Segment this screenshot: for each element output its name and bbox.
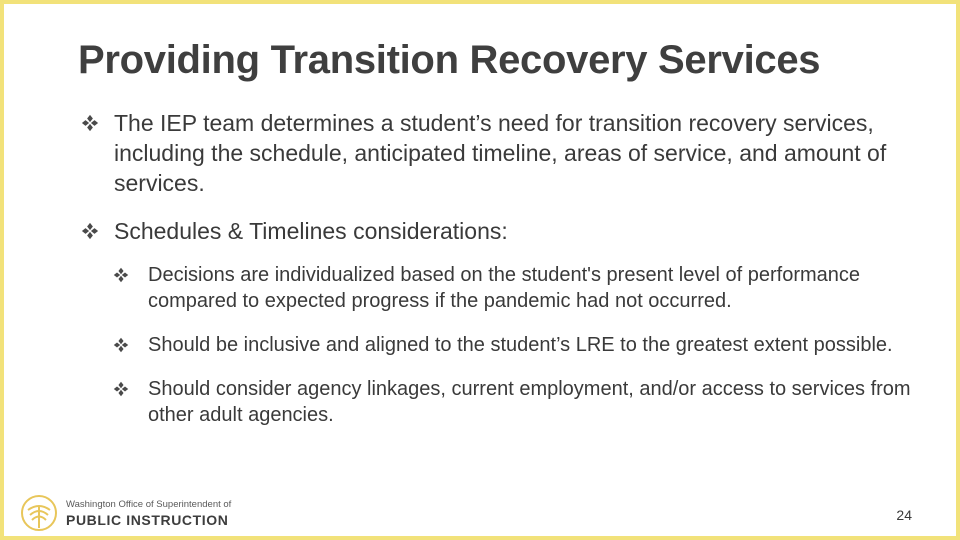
logo-top-text: Washington Office of Superintendent of xyxy=(66,499,232,510)
bullet-text: Schedules & Timelines considerations: xyxy=(114,218,508,244)
page-number: 24 xyxy=(896,507,912,523)
sub-bullet-item xyxy=(112,376,928,428)
diamond-bullet-icon xyxy=(80,108,100,138)
diamond-bullet-icon xyxy=(112,376,130,402)
diamond-bullet-icon xyxy=(112,332,130,358)
bullet-text: The IEP team determines a student’s need for transition recovery services, including the schedule, anticipated timeline, areas of service, and amount of services. xyxy=(114,110,887,196)
sub-bullet-item xyxy=(112,262,928,314)
diamond-bullet-icon xyxy=(112,262,130,288)
sub-bullet-item xyxy=(112,332,928,358)
bullet-item xyxy=(78,108,928,198)
diamond-bullet-icon xyxy=(80,216,100,246)
bullet-item xyxy=(78,216,928,428)
slide-title: Providing Transition Recovery Services xyxy=(78,38,821,82)
sub-bullet-text: Should consider agency linkages, current employment, and/or access to services from other adult agencies. xyxy=(148,378,911,426)
bullet-list xyxy=(78,108,928,428)
ospi-logo xyxy=(20,494,260,534)
ospi-logo-icon xyxy=(20,494,58,532)
sub-bullet-list xyxy=(112,262,928,428)
sub-bullet-text: Should be inclusive and aligned to the student’s LRE to the greatest extent possible. xyxy=(148,334,893,356)
logo-main-text: PUBLIC INSTRUCTION xyxy=(66,512,229,528)
sub-bullet-text: Decisions are individualized based on the student's present level of performance compared to expected progress if the pandemic had not occurred. xyxy=(148,264,861,312)
